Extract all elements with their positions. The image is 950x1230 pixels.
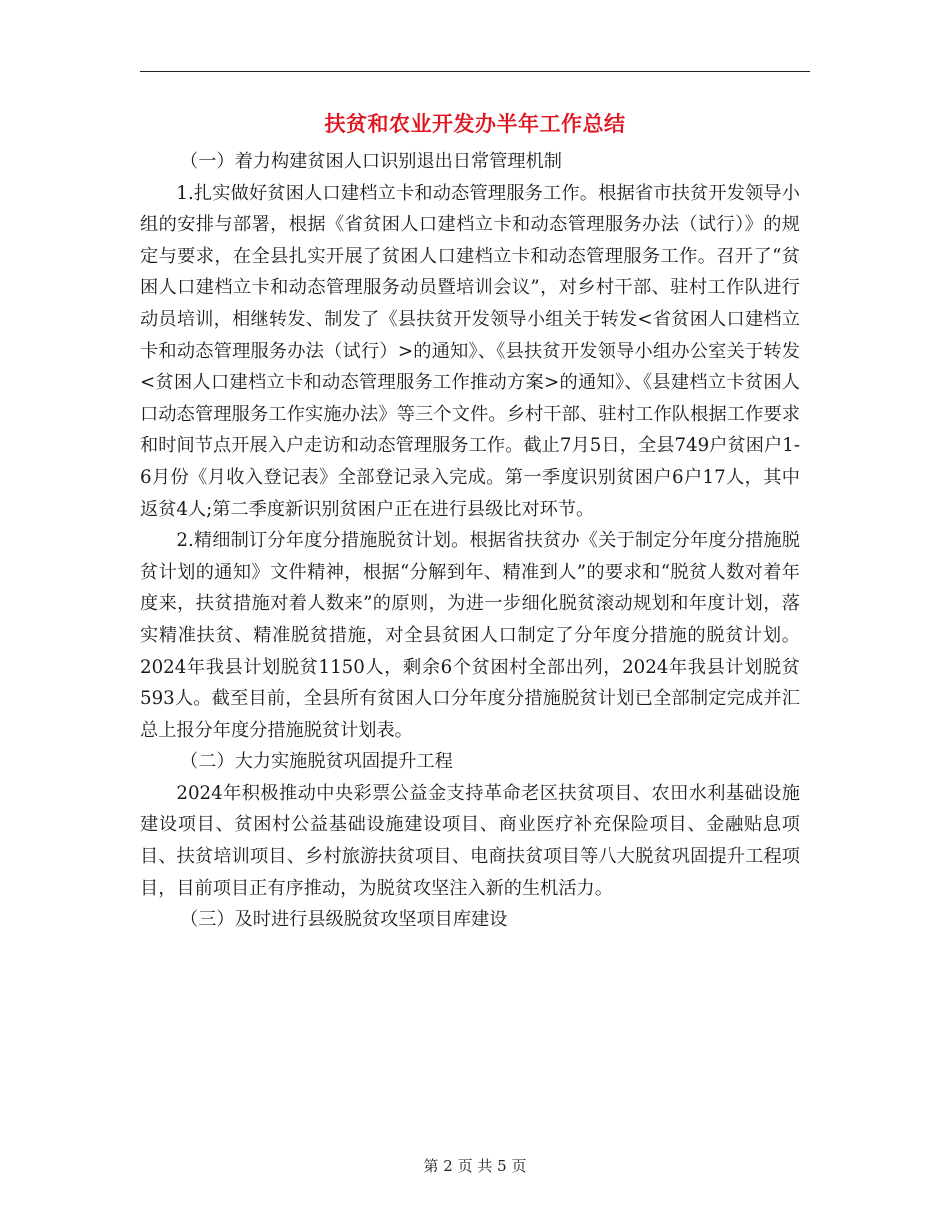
document-body	[140, 146, 800, 936]
document-title: 扶贫和农业开发办半年工作总结	[324, 112, 626, 136]
section-heading-1: （一）着力构建贫困人口识别退出日常管理机制	[180, 151, 562, 172]
paragraph-2: 2.精细制订分年度分措施脱贫计划。根据省扶贫办《关于制定分年度分措施脱贫计划的通知》文件精神，根据“分解到年、精准到人”的要求和“脱贫人数对着年度来，扶贫措施对着人数来”的原则，为进一步细化脱贫滚动规划和年度计划，落实精准扶贫、精准脱贫措施，对全县贫困人口制定了分年度分措施的脱贫计划。2024年我县计划脱贫1150人，剩余6个贫困村全部出列，2024年我县计划脱贫593人。截至目前，全县所有贫困人口分年度分措施脱贫计划已全部制定完成并汇总上报分年度分措施脱贫计划表。	[140, 530, 800, 741]
page-number-footer: 第 2 页 共 5 页	[423, 1157, 527, 1175]
section-heading-3: （三）及时进行县级脱贫攻坚项目库建设	[180, 909, 508, 931]
paragraph-3: 2024年积极推动中央彩票公益金支持革命老区扶贫项目、农田水利基础设施建设项目、贫困村公益基础设施建设项目、商业医疗补充保险项目、金融贴息项目、扶贫培训项目、乡村旅游扶贫项目、电商扶贫项目等八大脱贫巩固提升工程项目，目前项目正有序推动，为脱贫攻坚注入新的生机活力。	[140, 782, 800, 899]
section-heading-2: （二）大力实施脱贫巩固提升工程	[180, 751, 453, 773]
header-rule	[140, 71, 810, 72]
paragraph-1: 1.扎实做好贫困人口建档立卡和动态管理服务工作。根据省市扶贫开发领导小组的安排与部署，根据《省贫困人口建档立卡和动态管理服务办法（试行）》的规定与要求，在全县扎实开展了贫困人口建档立卡和动态管理服务工作。召开了“贫困人口建档立卡和动态管理服务动员暨培训会议”，对乡村干部、驻村工作队进行动员培训，相继转发、制发了《县扶贫开发领导小组关于转发<省贫困人口建档立卡和动态管理服务办法（试行）>的通知》、《县扶贫开发领导小组办公室关于转发<贫困人口建档立卡和动态管理服务工作推动方案>的通知》、《县建档立卡贫困人口动态管理服务工作实施办法》等三个文件。乡村干部、驻村工作队根据工作要求和时间节点开展入户走访和动态管理服务工作。截止7月5日，全县749户贫困户1-6月份《月收入登记表》全部登记录入完成。第一季度识别贫困户6户17人，其中返贫4人;第二季度新识别贫困户正在进行县级比对环节。	[140, 182, 800, 520]
